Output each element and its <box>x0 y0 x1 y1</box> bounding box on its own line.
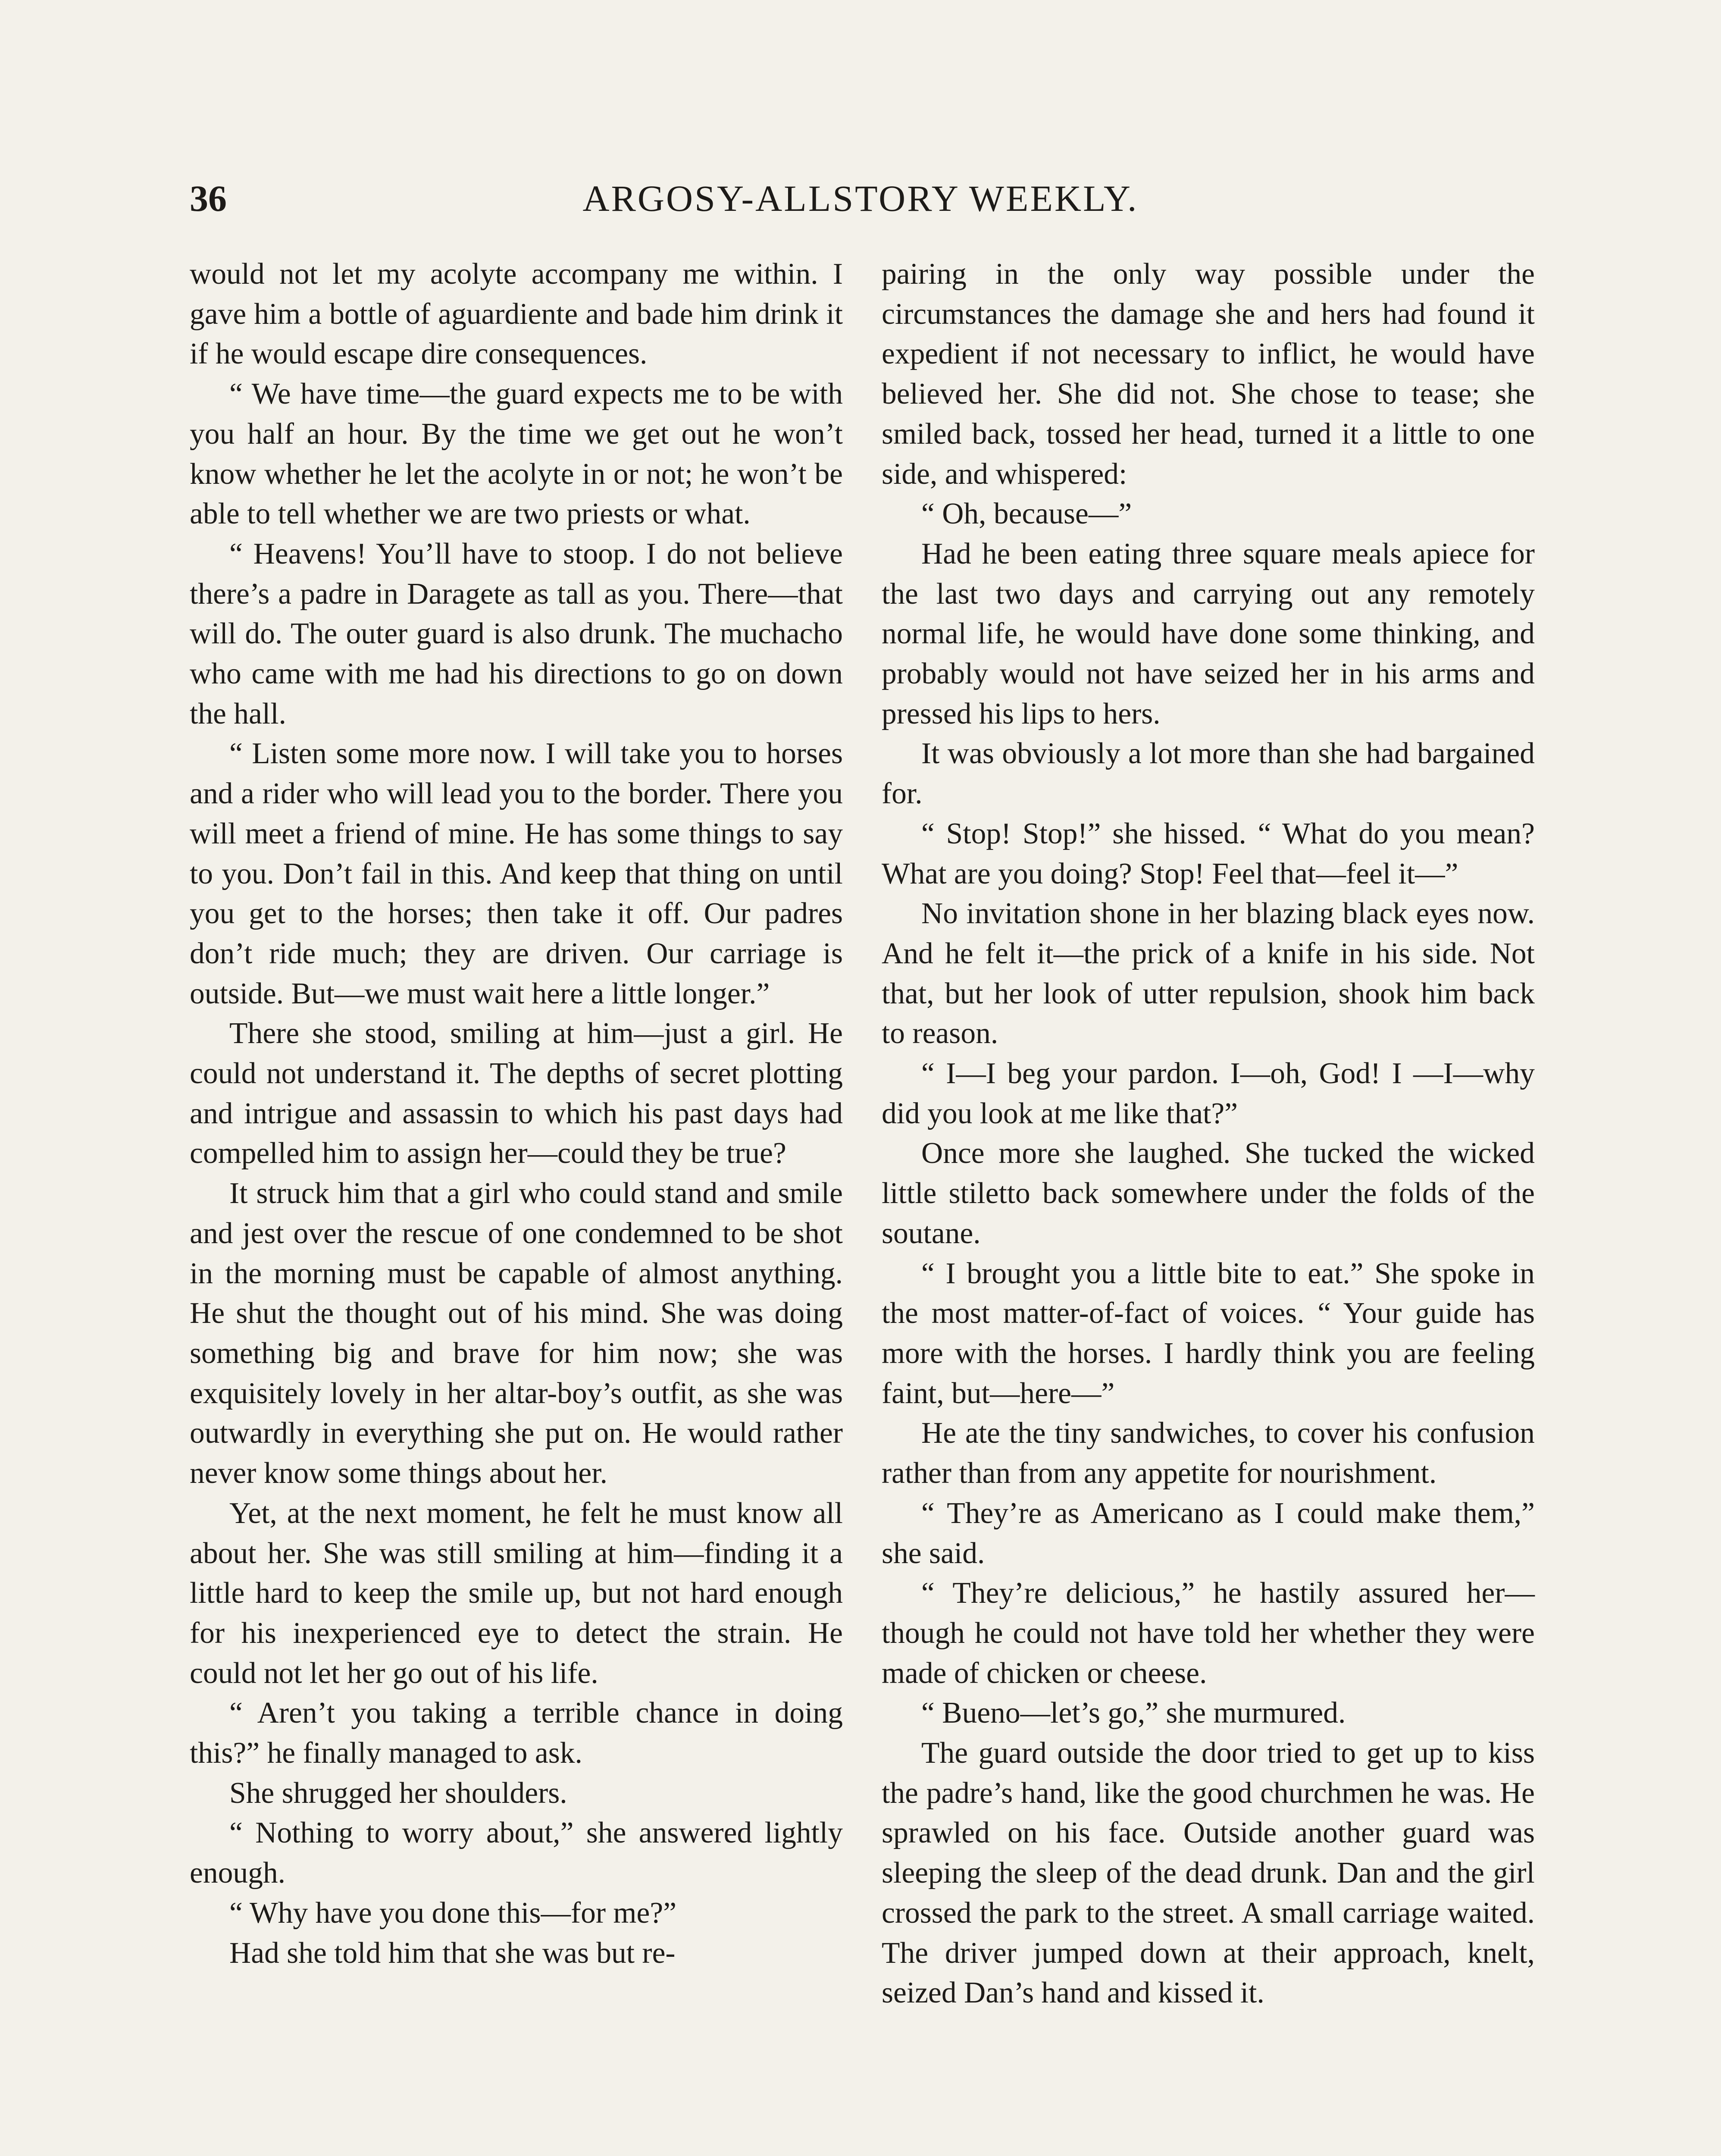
paragraph: Had he been eating three square meals apiece for the last two days and carrying out any remotely normal life, he would have done some thinking, and probably would not have seized her in his arms and pressed his lips to hers. <box>882 537 1535 730</box>
paragraph: “ They’re delicious,” he hastily assured her—though he could not have told her whether they were made of chicken or cheese. <box>882 1576 1535 1690</box>
paragraph: He ate the tiny sandwiches, to cover his confusion rather than from any appetite for nourishment. <box>882 1416 1535 1490</box>
paragraph: She shrugged her shoulders. <box>229 1776 567 1810</box>
paragraph: No invitation shone in her blazing black eyes now. And he felt it—the prick of a knife in his side. Not that, but her look of utter repulsion, shook him back to reason. <box>882 897 1535 1050</box>
paragraph: “ I brought you a little bite to eat.” She spoke in the most matter-of-fact of voices. “ Your guide has more with the horses. I hardly think you are feeling faint, but—here—” <box>882 1257 1535 1410</box>
left-column <box>190 254 843 1973</box>
paragraph: would not let my acolyte accompany me within. I gave him a bottle of aguardiente and bade him drink it if he would escape dire consequences. <box>190 257 843 371</box>
paragraph: “ Nothing to worry about,” she answered lightly enough. <box>190 1816 843 1890</box>
paragraph: It was obviously a lot more than she had bargained for. <box>882 737 1535 811</box>
paragraph: “ We have time—the guard expects me to be with you half an hour. By the time we get out he won’t know whether he let the acolyte in or not; he won’t be able to tell whether we are two priests or what. <box>190 377 843 531</box>
right-column <box>882 254 1535 2013</box>
running-head: ARGOSY-ALLSTORY WEEKLY. <box>582 178 1139 219</box>
paragraph: “ Listen some more now. I will take you to horses and a rider who will lead you to the border. There you will meet a friend of mine. He has some things to say to you. Don’t fail in this. And keep that thing on until you get to the horses; then take it off. Our padres don’t ride much; they are driven. Our carriage is outside. But—we must wait here a little longer.” <box>190 737 843 1010</box>
paragraph: “ They’re as Americano as I could make them,” she said. <box>882 1496 1535 1570</box>
paragraph: Yet, at the next moment, he felt he must know all about her. She was still smiling at him—finding it a little hard to keep the smile up, but not hard enough for his inexperienced eye to detect the strain. He could not let her go out of his life. <box>190 1496 843 1690</box>
paragraph: pairing in the only way possible under the circumstances the damage she and hers had found it expedient if not necessary to inflict, he would have believed her. She did not. She chose to tease; she smiled back, tossed her head, turned it a little to one side, and whispered: <box>882 257 1535 491</box>
paragraph: “ Why have you done this—for me?” <box>229 1896 677 1930</box>
paragraph: “ Bueno—let’s go,” she murmured. <box>921 1696 1346 1730</box>
page-number: 36 <box>190 178 227 219</box>
paragraph: Once more she laughed. She tucked the wicked little stiletto back somewhere under the folds of the soutane. <box>882 1137 1535 1250</box>
paragraph: “ Oh, because—” <box>921 497 1132 531</box>
paragraph: “ Stop! Stop!” she hissed. “ What do you mean? What are you doing? Stop! Feel that—feel it—” <box>882 817 1535 890</box>
paragraph: “ I—I beg your pardon. I—oh, God! I —I—why did you look at me like that?” <box>882 1057 1535 1130</box>
paragraph: There she stood, smiling at him—just a girl. He could not understand it. The depths of secret plotting and intrigue and assassin to which his past days had compelled him to assign her—could they be true? <box>190 1017 843 1170</box>
paragraph: The guard outside the door tried to get up to kiss the padre’s hand, like the good churchmen he was. He sprawled on his face. Outside another guard was sleeping the sleep of the dead drunk. Dan and the girl crossed the park to the street. A small carriage waited. The driver jumped down at their approach, knelt, seized Dan’s hand and kissed it. <box>882 1736 1535 2010</box>
paragraph: It struck him that a girl who could stand and smile and jest over the rescue of one condemned to be shot in the morning must be capable of almost anything. He shut the thought out of his mind. She was doing something big and brave for him now; she was exquisitely lovely in her altar-boy’s outfit, as she was outwardly in everything she put on. He would rather never know some things about her. <box>190 1177 843 1490</box>
paragraph: Had she told him that she was but re- <box>229 1936 676 1970</box>
paragraph: “ Aren’t you taking a terrible chance in doing this?” he finally managed to ask. <box>190 1696 843 1770</box>
paragraph: “ Heavens! You’ll have to stoop. I do not believe there’s a padre in Daragete as tall as you. There—that will do. The outer guard is also drunk. The muchacho who came with me had his directions to go on down the hall. <box>190 537 843 730</box>
